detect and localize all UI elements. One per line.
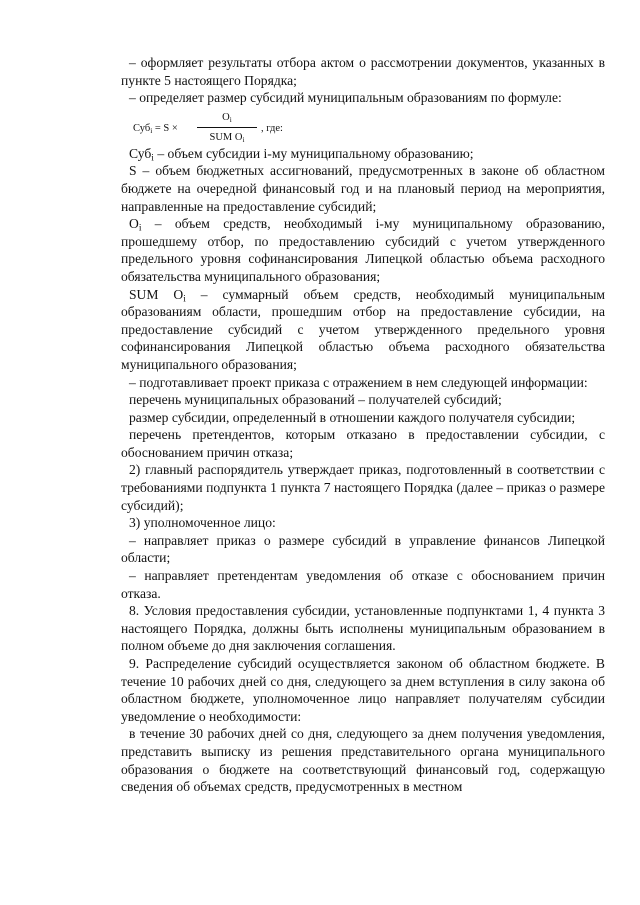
list-item-refused: перечень претендентов, которым отказано в предоставлении субсидии, с обоснованием причин отказа; — [121, 427, 605, 460]
formula-suffix: , где: — [261, 122, 283, 134]
paragraph-determine-size: – определяет размер субсидий муниципальным образованиям по формуле: — [129, 90, 562, 106]
paragraph-9: 9. Распределение субсидий осуществляется законом об областном бюджете. В течение 10 рабочих дней со дня, следующего за днем вступления в силу закона об областном бюджете, уполномоченное лицо направляет получателям субсидии уведомление о необходимости: — [121, 656, 605, 724]
formula-denominator: SUM $O_i$ — [209, 132, 245, 145]
definition-sum: SUM $O_i$ – суммарный объем средств, необходимый муниципальным образованиям области, прошедшим отбор на предоставление субсидии, на предоставление субсидий с учетом утвержденного предельного уровня софинансирования Липецкой областью объема расходного обязательства муниципального образования; — [121, 286, 605, 372]
paragraph-item-3b: – направляет претендентам уведомления об отказе с обоснованием причин отказа. — [121, 568, 605, 601]
definition-s: S – объем бюджетных ассигнований, предусмотренных в законе об областном бюджете на очередной финансовый год и на плановый период на мероприятия, направленные на предоставление субсидий; — [121, 163, 605, 214]
list-item-size: размер субсидии, определенный в отношении каждого получателя субсидии; — [129, 409, 576, 425]
formula-lhs: Суб$_i$ = S × — [133, 122, 178, 135]
paragraph-item-3a: – направляет приказ о размере субсидий в управление финансов Липецкой области; — [121, 532, 605, 566]
formula-numerator: $O_i$ — [197, 109, 257, 129]
paragraph-9a: в течение 30 рабочих дней со дня, следующего за днем получения уведомления, представить выписку из решения представительного органа муниципального образования о бюджете на соответствующий финансовый год, содержащую сведения об объемах средств, предусмотренных в местном — [121, 726, 605, 795]
paragraph-item-2: 2) главный распорядитель утверждает приказ, подготовленный в соответствии с требованиями подпункта 1 пункта 7 настоящего Порядка (далее – приказ о размере субсидий); — [121, 462, 605, 513]
paragraph-prepare-order: – подготавливает проект приказа с отражением в нем следующей информации: — [129, 374, 588, 390]
subsidy-formula — [121, 107, 605, 145]
definition-subsidy: Суб$_i$ – объем субсидии i-му муниципальному образованию; — [129, 145, 474, 164]
document-body — [121, 54, 605, 796]
paragraph-item-3: 3) уполномоченное лицо: — [129, 515, 276, 531]
paragraph-8: 8. Условия предоставления субсидии, установленные подпунктами 1, 4 пункта 3 настоящего Порядка, должны быть исполнены муниципальным образованием в полном объеме до дня заключения соглашения. — [121, 603, 605, 654]
definition-oi: $O_i$ – объем средств, необходимый i-му муниципальному образованию, прошедшему отбор, по предоставлению субсидий с учетом утвержденного предельного уровня софинансирования Липецкой областью объема расходного обязательства муниципального образования; — [121, 216, 605, 284]
paragraph-record-results: – оформляет результаты отбора актом о рассмотрении документов, указанных в пункте 5 настоящего Порядка; — [121, 55, 605, 88]
list-item-recipients: перечень муниципальных образований – получателей субсидий; — [129, 392, 502, 408]
formula-fraction — [197, 109, 257, 147]
